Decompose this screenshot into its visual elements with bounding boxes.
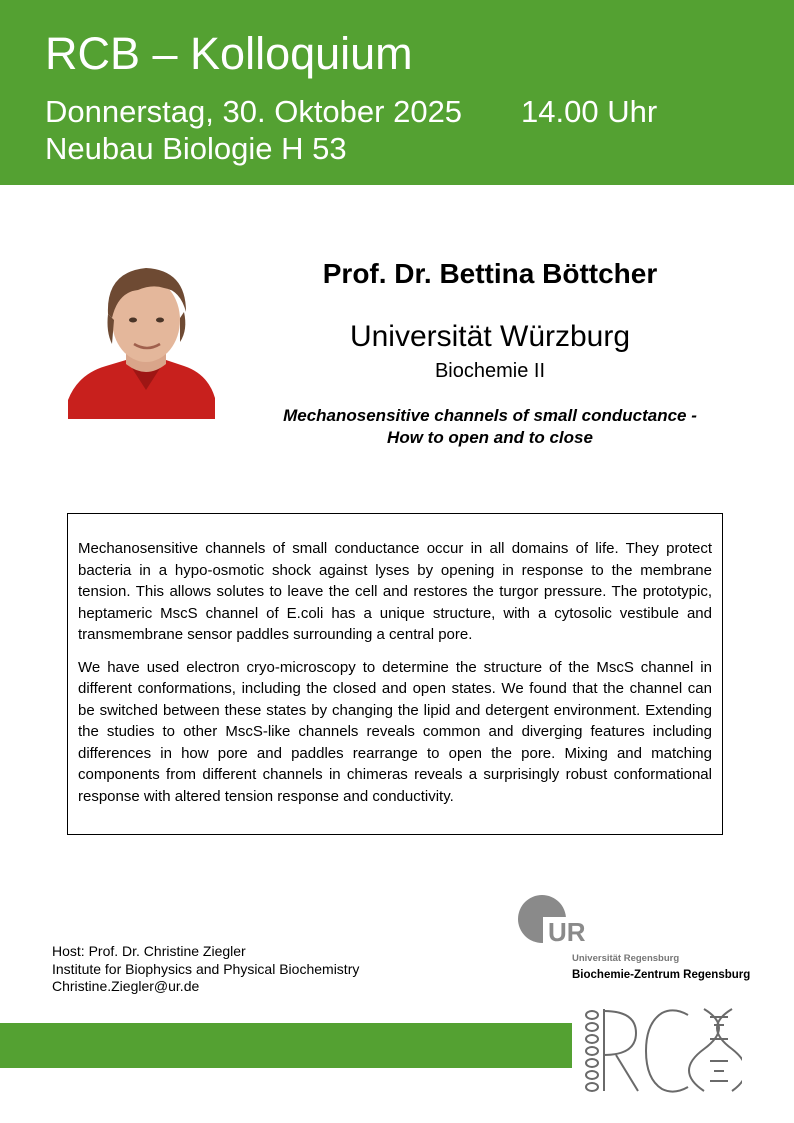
talk-title [250, 405, 730, 449]
speaker-department: Biochemie II [434, 360, 546, 382]
ur-logo-text: UR [548, 917, 586, 947]
speaker-portrait-icon [68, 262, 215, 419]
host-institute: Institute for Biophysics and Physical Biochemistry [52, 960, 360, 977]
event-time: 14.00 Uhr [521, 94, 658, 129]
host-email: Christine.Ziegler@ur.de [52, 978, 200, 994]
footer-green-bar [0, 1023, 572, 1068]
center-name: Biochemie-Zentrum Regensburg [572, 969, 751, 981]
talk-title-line-1: Mechanosensitive channels of small conductance - [283, 406, 697, 425]
university-name: Universität Regensburg [572, 953, 680, 964]
speaker-photo [68, 262, 215, 419]
event-venue: Neubau Biologie H 53 [45, 131, 347, 166]
host-name: Host: Prof. Dr. Christine Ziegler [52, 943, 246, 959]
event-title: RCB – Kolloquium [45, 28, 413, 79]
abstract-paragraph-2: We have used electron cryo-microscopy to determine the structure of the MscS channel in different conformations, including the closed and open states. We found that the channel can be switched between these states by changing the lipid and detergent environment. Extending the studies to other MscS-like channels reveals common and diverging features including differences in how pore and paddles rearrange to open the pore. Mixing and matching components from different channels in chimeras reveals a surprisingly robust conformational response with altered tension response and conductivity. [78, 658, 712, 805]
abstract-box [67, 513, 723, 835]
host-info [52, 943, 359, 996]
speaker-university: Universität Würzburg [349, 320, 631, 353]
speaker-name: Prof. Dr. Bettina Böttcher [322, 258, 658, 289]
ur-logo-icon [515, 893, 595, 947]
header-banner [0, 0, 794, 185]
talk-title-line-2: How to open and to close [387, 428, 593, 447]
event-date: Donnerstag, 30. Oktober 2025 [45, 94, 463, 129]
rcb-dna-logo-icon [582, 1005, 742, 1095]
abstract-paragraph-1: Mechanosensitive channels of small conductance occur in all domains of life. They protect bacteria in a hypo-osmotic shock against lyses by opening in response to the membrane tension. This allows solutes to leave the cell and restores the turgor pressure. The prototypic, heptameric MscS channel of E.coli has a unique structure, with a cytosolic vestibule and transmembrane sensor paddles surrounding a central pore. [78, 540, 712, 643]
